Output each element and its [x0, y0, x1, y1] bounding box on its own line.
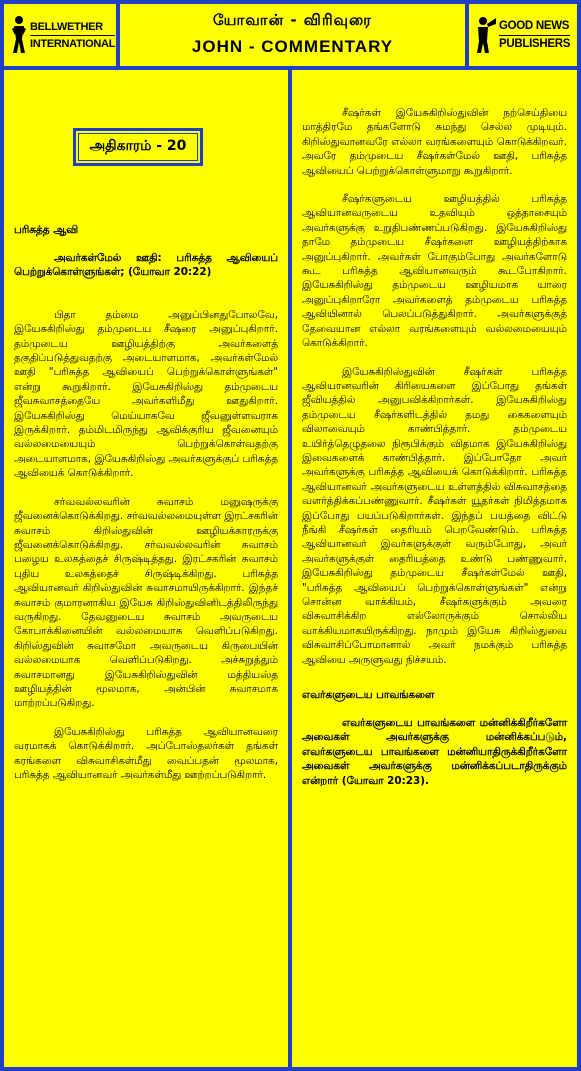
right-paragraph-2: சீஷர்களுடைய ஊழியத்தில் பரிசுத்த ஆவியானவருடைய உதவியும் ஒத்தாசையும் அவர்களுக்கு உறுதிபண்ணப்படுகிறது. இயேசுகிறிஸ்து தாமே தம்முடைய சீஷர்களை ஊழியத்திற்காக அனுப்புகிறார். அவர்கள் போகும்போது அவர்களோடு கூட பரிசுத்த ஆவியானவரும் கூடபோகிறார். இயேசுகிறிஸ்து தம்முடைய ஊழியமாக யாரை அனுப்புகிறாரோ அவர்களைத் தம்முடைய பரிசுத்த ஆவியினால் பெலப்படுத்துகிறார். அவர்களுக்குத் தேவையான எல்லா வரங்களையும் வல்லமையையும் கொடுக்கிறார். — [302, 193, 567, 350]
chapter-box — [73, 128, 203, 166]
section-title-holy-spirit: பரிசுத்த ஆவி — [14, 224, 79, 236]
left-paragraph-3: இயேசுகிறிஸ்து பரிசுத்த ஆவியானவரை வரமாகக் கொடுக்கிறார். அப்போஸ்தலர்கள் தங்கள் கரங்களை விசுவாசிகள்மீது வைப்பதன் மூலமாக, பரிசுத்த ஆவியானவர் அவர்கள்மீது ஊற்றப்படுகிறார். — [14, 725, 278, 781]
chapter-heading: அதிகாரம் - 20 — [78, 133, 198, 161]
verse-john-20-23: எவர்களுடைய பாவங்களை மன்னிக்கிறீர்களோ அவைகள் அவர்களுக்கு மன்னிக்கப்படும், எவர்களுடைய பாவங்களை மன்னியாதிருக்கிறீர்களோ அவைகள் அவர்களுக்கு மன்னிக்கப்படாதிருக்கும் என்றார் (யோவா 20:23). — [302, 717, 567, 787]
trumpet-herald-icon — [475, 15, 497, 55]
verse-john-20-22: அவர்கள்மேல் ஊதி: பரிசுத்த ஆவியைப் பெற்றுக்கொள்ளுங்கள்; (யோவா 20:22) — [14, 252, 278, 279]
title-english: JOHN - COMMENTARY — [191, 37, 394, 56]
left-paragraph-2: சர்வவல்லவரின் சுவாசம் மனுஷருக்கு ஜீவனைக்கொடுக்கிறது. சர்வவல்லமையுள்ள இரட்சகரின் சுவாசம் கிறிஸ்துவின் ஊழியக்காரருக்கு ஜீவனைக்கொடுக்கிறது. சர்வவல்லவரின் சுவாசம் பழைய உலகத்தைச் சிருஷ்டித்தது. இரட்சகரின் சுவாசம் புதிய உலகத்தைச் சிருஷ்டிக்கிறது. பரிசுத்த ஆவியானவர் கிறிஸ்துவின் சுவாசமாயிருக்கிறார். இந்தச் சுவாசம் குமாரனாகிய இயேசு கிறிஸ்துவினிடத்திலிருந்து வருகிறது. தேவனுடைய சுவாசம் அவருடைய கோபாக்கினையின் வல்லமையாக வெளிப்படுகிறது. கிறிஸ்துவின் சுவாசமோ அவருடைய கிருபையின் வல்லமையாக வெளிப்படுகிறது. அச்சுறுத்தும் சுவாசமானது இயேசுகிறிஸ்துவின் மத்தியஸ்த ஊழியத்தின் மூலமாக, அன்பின் சுவாசமாக மாற்றப்படுகிறது. — [14, 495, 278, 710]
logo-right-line1: GOOD NEWS — [499, 19, 570, 36]
header-title-block — [120, 4, 465, 66]
right-paragraph-3: இயேசுகிறிஸ்துவின் சீஷர்கள் பரிசுத்த ஆவியானவரின் கிரியைகளை இப்போது தங்கள் ஜீவியத்தில் அனுபவிக்கிறார்கள். இயேசுகிறிஸ்து தம்முடைய சீஷர்களிடத்தில் தமது கைகளையும் விலாவையும் காண்பித்தார். தம்முடைய உயிர்த்தெழுதலை நிரூபிக்கும் விதமாக இயேசுகிறிஸ்து இவைகளைக் காண்பித்தார். இப்போதோ அவர் அவர்களுக்கு பரிசுத்த ஆவியைக் கொடுக்கிறார். பரிசுத்த ஆவியானவர் அவர்களுடைய உள்ளத்தில் விசுவாசத்தை வளர்த்திக்கப்பண்ணுவார். சீஷர்கள் யூதர்கள் நிமித்தமாக இப்போது பயப்படுகிறார்கள். இந்தப் பயத்தை விட்டு நீங்கி சீஷர்கள் தைரியம் பெறவேண்டும். பரிசுத்த ஆவியானவர் இவர்களுக்குள் வரும்போது, அவர் அவர்களுக்குள் தைரியத்தை உண்டு பண்ணுவார். இயேசுகிறிஸ்து தம்முடைய சீஷர்கள்மேல் ஊதி, "பரிசுத்த ஆவியைப் பெற்றுக்கொள்ளுங்கள்" என்று சொன்ன வாக்கியம், சீஷர்களுக்கும் அவரை விசுவாசிக்கிற எல்லோருக்கும் சொல்லிய வாக்கியமாகயிருக்கிறது. நாமும் இயேசு கிறிஸ்துவை விசுவாசிப்போமானால் அவர் நமக்கும் பரிசுத்த ஆவியை அருளுவது நிச்சயம். — [302, 365, 567, 666]
left-paragraph-1: பிதா தம்மை அனுப்பினதுபோலவே, இயேசுகிறிஸ்து தம்முடைய சீஷரை அனுப்புகிறார். தம்முடைய ஊழியத்திற்கு அவர்களைத் தகுதிப்படுத்துவதற்கு அடையாளமாக, அவர்கள்மேல் ஊதி "பரிசுத்த ஆவியைப் பெற்றுக்கொள்ளுங்கள்" என்று கூறுகிறார். இயேசுகிறிஸ்து தம்முடைய ஜீவசுவாசத்தையே அவர்களிமீது ஊதுகிறார். இயேசுகிறிஸ்து மெய்யாகவே ஜீவனுள்ளவராக இருக்கிறார். தம்மிடமிருந்து ஆவிக்குரிய ஜீவனையும் வல்லமையையும் பெற்றுக்கொள்வதற்கு அடையாளமாக, இயேசுகிறிஸ்து அவர்களுக்குப் பரிசுத்த ஆவியைக் கொடுக்கிறார். — [14, 308, 278, 480]
section-title-sins: எவர்களுடைய பாவங்களை — [302, 689, 435, 702]
logo-right-line2: PUBLISHERS — [499, 37, 571, 50]
publisher-logo-left — [4, 4, 116, 66]
right-paragraph-1: சீஷர்கள் இயேசுகிறிஸ்துவின் நற்செய்தியை மாத்திரமே தங்களோடு சுமந்து செல்ல முடியும். கிறிஸ்துவானவரே எல்லா வரங்களையும் கொடுக்கிறவர். அவரே தம்முடைய சீஷர்கள்மேல் ஊதி, பரிசுத்த ஆவியைப் பெற்றுக்கொள்ளுமாறு கூறுகிறார். — [302, 107, 567, 177]
title-tamil: யோவான் - விரிவுரை — [213, 11, 372, 29]
ram-figure-icon — [10, 15, 28, 55]
logo-left-line2: INTERNATIONAL — [30, 37, 116, 50]
publisher-logo-right — [469, 4, 577, 66]
right-column — [292, 70, 577, 1067]
left-column — [4, 70, 288, 1067]
logo-left-line1: BELLWETHER — [30, 20, 115, 36]
